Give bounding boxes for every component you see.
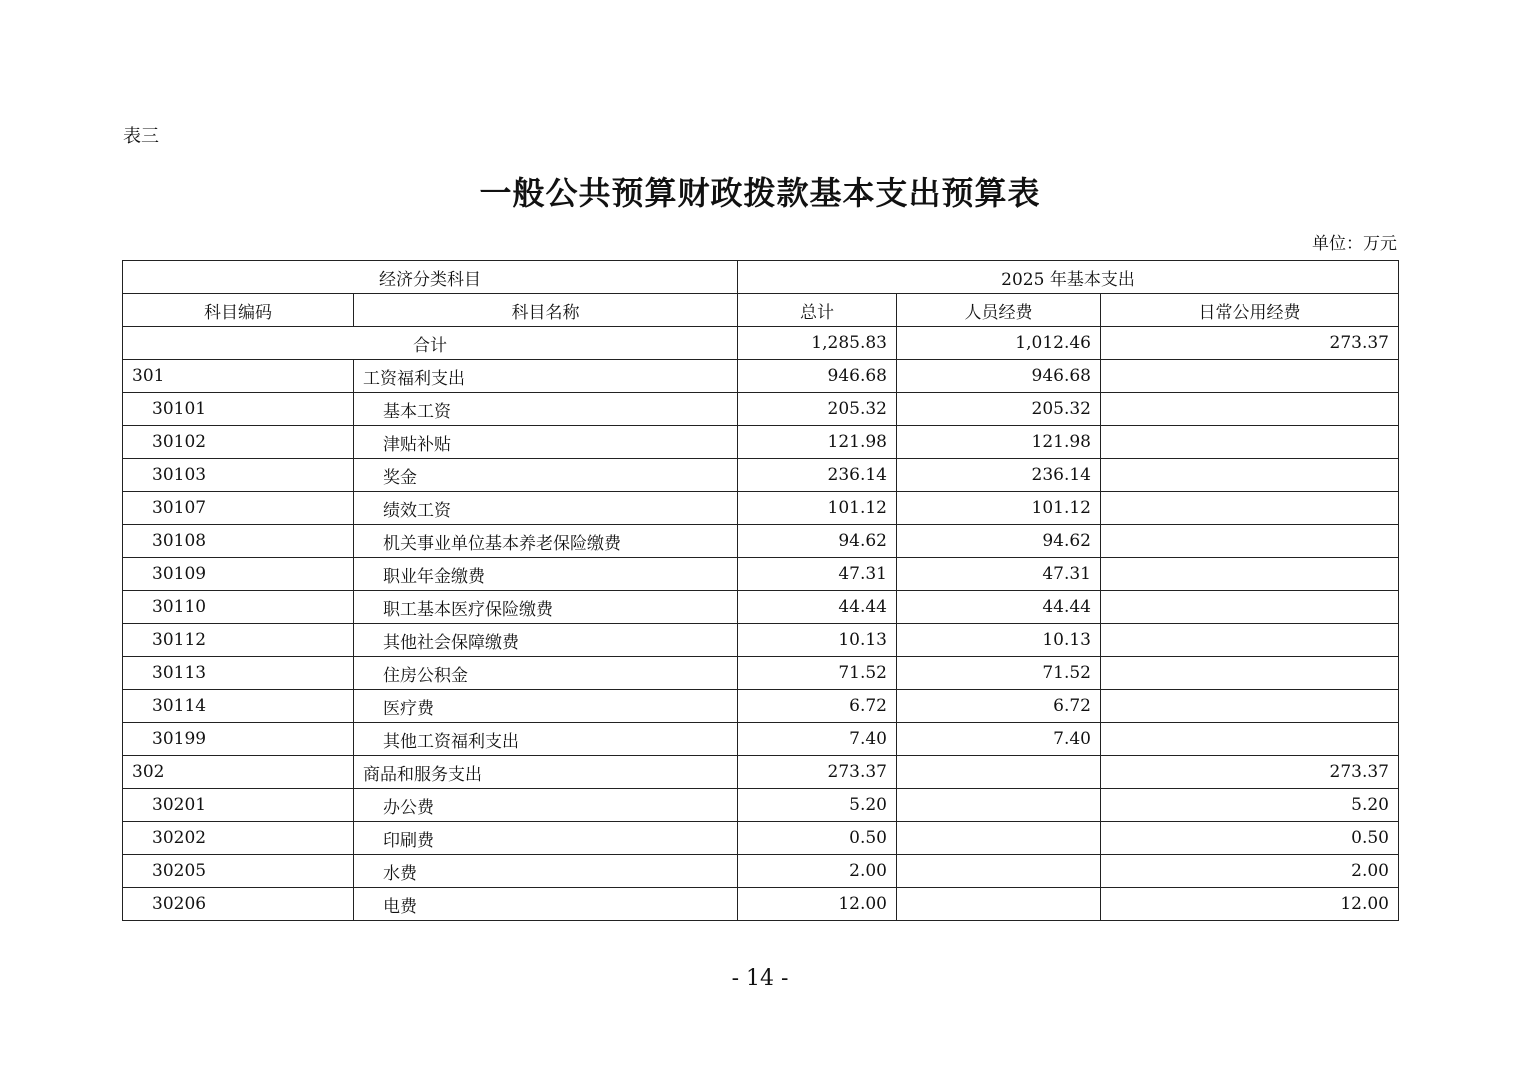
cell-total: 5.20 [738, 789, 897, 822]
table-row [123, 789, 1399, 822]
cell-name: 奖金 [354, 459, 738, 492]
cell-name: 医疗费 [354, 690, 738, 723]
cell-personnel: 47.31 [897, 558, 1101, 591]
header-personnel: 人员经费 [897, 294, 1101, 327]
cell-total: 94.62 [738, 525, 897, 558]
cell-public: 2.00 [1101, 855, 1399, 888]
page-title: 一般公共预算财政拨款基本支出预算表 [479, 174, 1041, 212]
header-total: 总计 [738, 294, 897, 327]
cell-total: 44.44 [738, 591, 897, 624]
cell-public [1101, 657, 1399, 690]
cell-code: 30199 [123, 723, 354, 756]
cell-public [1101, 558, 1399, 591]
table-row [123, 657, 1399, 690]
cell-total: 7.40 [738, 723, 897, 756]
table-row [123, 855, 1399, 888]
table-row [123, 426, 1399, 459]
cell-personnel: 236.14 [897, 459, 1101, 492]
cell-personnel: 94.62 [897, 525, 1101, 558]
total-public: 273.37 [1101, 327, 1399, 360]
cell-total: 0.50 [738, 822, 897, 855]
cell-code: 30108 [123, 525, 354, 558]
cell-code: 30110 [123, 591, 354, 624]
cell-code: 30109 [123, 558, 354, 591]
cell-total: 273.37 [738, 756, 897, 789]
cell-personnel: 7.40 [897, 723, 1101, 756]
cell-name: 津贴补贴 [354, 426, 738, 459]
cell-personnel [897, 789, 1101, 822]
cell-code: 301 [123, 360, 354, 393]
table-row [123, 756, 1399, 789]
cell-public [1101, 426, 1399, 459]
cell-public [1101, 525, 1399, 558]
cell-code: 30103 [123, 459, 354, 492]
cell-total: 205.32 [738, 393, 897, 426]
cell-code: 30114 [123, 690, 354, 723]
cell-public [1101, 360, 1399, 393]
cell-code: 30201 [123, 789, 354, 822]
unit-label: 单位：万元 [1312, 234, 1397, 254]
cell-name: 印刷费 [354, 822, 738, 855]
total-total: 1,285.83 [738, 327, 897, 360]
cell-code: 30202 [123, 822, 354, 855]
cell-code: 30205 [123, 855, 354, 888]
table-row [123, 624, 1399, 657]
cell-public [1101, 492, 1399, 525]
cell-name: 水费 [354, 855, 738, 888]
cell-code: 30113 [123, 657, 354, 690]
cell-total: 236.14 [738, 459, 897, 492]
table-row [123, 591, 1399, 624]
header-name: 科目名称 [354, 294, 738, 327]
cell-total: 47.31 [738, 558, 897, 591]
cell-public [1101, 690, 1399, 723]
cell-personnel [897, 888, 1101, 921]
budget-table [122, 260, 1399, 921]
cell-public: 273.37 [1101, 756, 1399, 789]
cell-name: 办公费 [354, 789, 738, 822]
cell-name: 其他工资福利支出 [354, 723, 738, 756]
total-row [123, 327, 1399, 360]
cell-personnel: 44.44 [897, 591, 1101, 624]
cell-personnel: 6.72 [897, 690, 1101, 723]
header-economic-category: 经济分类科目 [123, 261, 738, 294]
cell-public [1101, 459, 1399, 492]
table-row [123, 459, 1399, 492]
cell-public [1101, 624, 1399, 657]
header-group-row [123, 261, 1399, 294]
cell-code: 30206 [123, 888, 354, 921]
table-row [123, 723, 1399, 756]
cell-name: 其他社会保障缴费 [354, 624, 738, 657]
cell-total: 71.52 [738, 657, 897, 690]
header-code: 科目编码 [123, 294, 354, 327]
cell-personnel [897, 756, 1101, 789]
cell-public: 0.50 [1101, 822, 1399, 855]
total-label: 合计 [123, 327, 738, 360]
cell-code: 30101 [123, 393, 354, 426]
cell-name: 住房公积金 [354, 657, 738, 690]
table-row [123, 822, 1399, 855]
table-row [123, 525, 1399, 558]
cell-total: 6.72 [738, 690, 897, 723]
cell-code: 30107 [123, 492, 354, 525]
cell-public: 5.20 [1101, 789, 1399, 822]
cell-personnel [897, 855, 1101, 888]
cell-public [1101, 723, 1399, 756]
header-column-row [123, 294, 1399, 327]
cell-personnel: 10.13 [897, 624, 1101, 657]
cell-personnel: 205.32 [897, 393, 1101, 426]
cell-name: 机关事业单位基本养老保险缴费 [354, 525, 738, 558]
table-row [123, 558, 1399, 591]
cell-total: 2.00 [738, 855, 897, 888]
cell-personnel: 71.52 [897, 657, 1101, 690]
cell-personnel: 121.98 [897, 426, 1101, 459]
cell-code: 30102 [123, 426, 354, 459]
table-row [123, 888, 1399, 921]
cell-total: 121.98 [738, 426, 897, 459]
cell-name: 基本工资 [354, 393, 738, 426]
cell-personnel: 946.68 [897, 360, 1101, 393]
cell-public: 12.00 [1101, 888, 1399, 921]
cell-public [1101, 591, 1399, 624]
cell-name: 职业年金缴费 [354, 558, 738, 591]
cell-public [1101, 393, 1399, 426]
cell-name: 职工基本医疗保险缴费 [354, 591, 738, 624]
cell-code: 302 [123, 756, 354, 789]
cell-name: 绩效工资 [354, 492, 738, 525]
table-label: 表三 [123, 126, 159, 147]
page-number: - 14 - [731, 966, 789, 991]
cell-personnel [897, 822, 1101, 855]
table-row [123, 690, 1399, 723]
cell-name: 商品和服务支出 [354, 756, 738, 789]
table-row [123, 360, 1399, 393]
cell-total: 10.13 [738, 624, 897, 657]
table-row [123, 492, 1399, 525]
total-personnel: 1,012.46 [897, 327, 1101, 360]
header-public: 日常公用经费 [1101, 294, 1399, 327]
cell-total: 946.68 [738, 360, 897, 393]
cell-name: 工资福利支出 [354, 360, 738, 393]
table-row [123, 393, 1399, 426]
cell-code: 30112 [123, 624, 354, 657]
cell-name: 电费 [354, 888, 738, 921]
cell-total: 12.00 [738, 888, 897, 921]
cell-personnel: 101.12 [897, 492, 1101, 525]
header-basic-expenditure: 2025 年基本支出 [738, 261, 1399, 294]
cell-total: 101.12 [738, 492, 897, 525]
